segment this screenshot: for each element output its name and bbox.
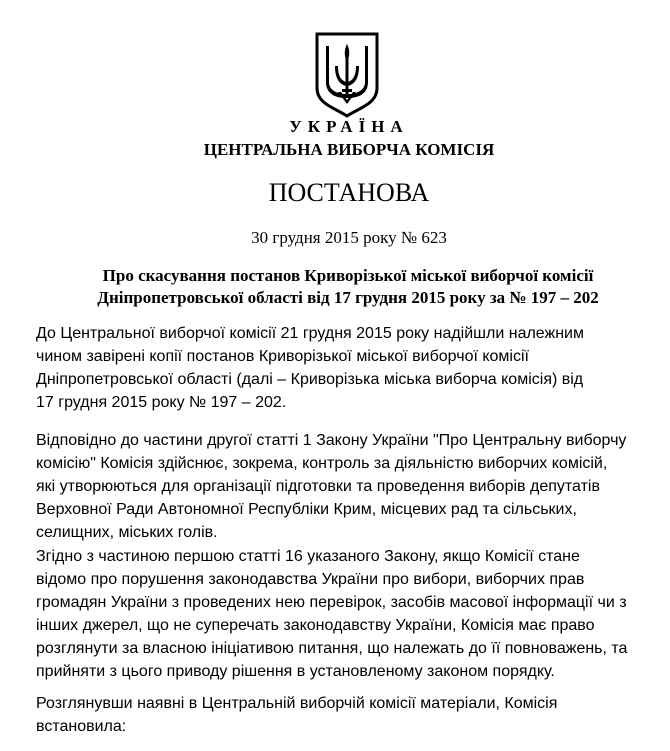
paragraph-line: Відповідно до частини другої статті 1 Закону України "Про Центральну виборчу <box>36 432 627 449</box>
document-type-heading: ПОСТАНОВА <box>268 178 430 207</box>
paragraph-line: Згідно з частиною першою статті 16 указаного Закону, якщо Комісії стане <box>36 548 580 565</box>
document-date-number: 30 грудня 2015 року № 623 <box>251 228 447 247</box>
paragraph-line: До Центральної виборчої комісії 21 грудня 2015 року надійшли належним <box>36 325 584 342</box>
paragraph-line: які утворюються для організації підготовки та проведення виборів депутатів <box>36 478 600 495</box>
paragraph-line: Дніпропетровської області (далі – Криворізька міська виборча комісія) від <box>36 371 584 388</box>
paragraph-line: 17 грудня 2015 року № 197 – 202. <box>36 394 287 411</box>
paragraph-line: громадян України з проведених нею перевірок, засобів масової інформації чи з <box>36 594 627 611</box>
trident-emblem-icon <box>313 32 381 118</box>
organization-name: ЦЕНТРАЛЬНА ВИБОРЧА КОМІСІЯ <box>203 140 495 159</box>
body-paragraph <box>36 322 666 414</box>
paragraph-line: Верховної Ради Автономної Республіки Крим, місцевих рад та сільських, <box>36 501 577 518</box>
country-name: УКРАЇНА <box>289 117 409 136</box>
paragraph-line: чином завірені копії постанов Криворізької міської виборчої комісії <box>36 348 529 365</box>
paragraph-line: комісію" Комісія здійснює, зокрема, контроль за діяльністю виборчих комісій, <box>36 455 608 472</box>
paragraph-line: інших джерел, що не суперечать законодавству України, Комісія має право <box>36 617 595 634</box>
paragraph-line: селищних, міських голів. <box>36 524 218 541</box>
paragraph-line: Розглянувши наявні в Центральній виборчій комісії матеріали, Комісія <box>36 695 558 712</box>
document-title-line: Дніпропетровської області від 17 грудня 2015 року за № 197 – 202 <box>97 288 599 307</box>
document-title <box>40 265 656 309</box>
paragraph-line: прийняти з цього приводу рішення в установленому законом порядку. <box>36 663 555 680</box>
body-paragraph <box>36 429 666 544</box>
document-title-line: Про скасування постанов Криворізької міської виборчої комісії <box>102 266 594 285</box>
paragraph-line: розглянути за власною ініціативою питання, що належать до її повноважень, та <box>36 640 628 657</box>
paragraph-line: встановила: <box>36 718 127 735</box>
paragraph-line: відомо про порушення законодавства України про вибори, виборчих прав <box>36 571 585 588</box>
body-paragraph <box>36 545 666 683</box>
body-paragraph <box>36 692 666 738</box>
